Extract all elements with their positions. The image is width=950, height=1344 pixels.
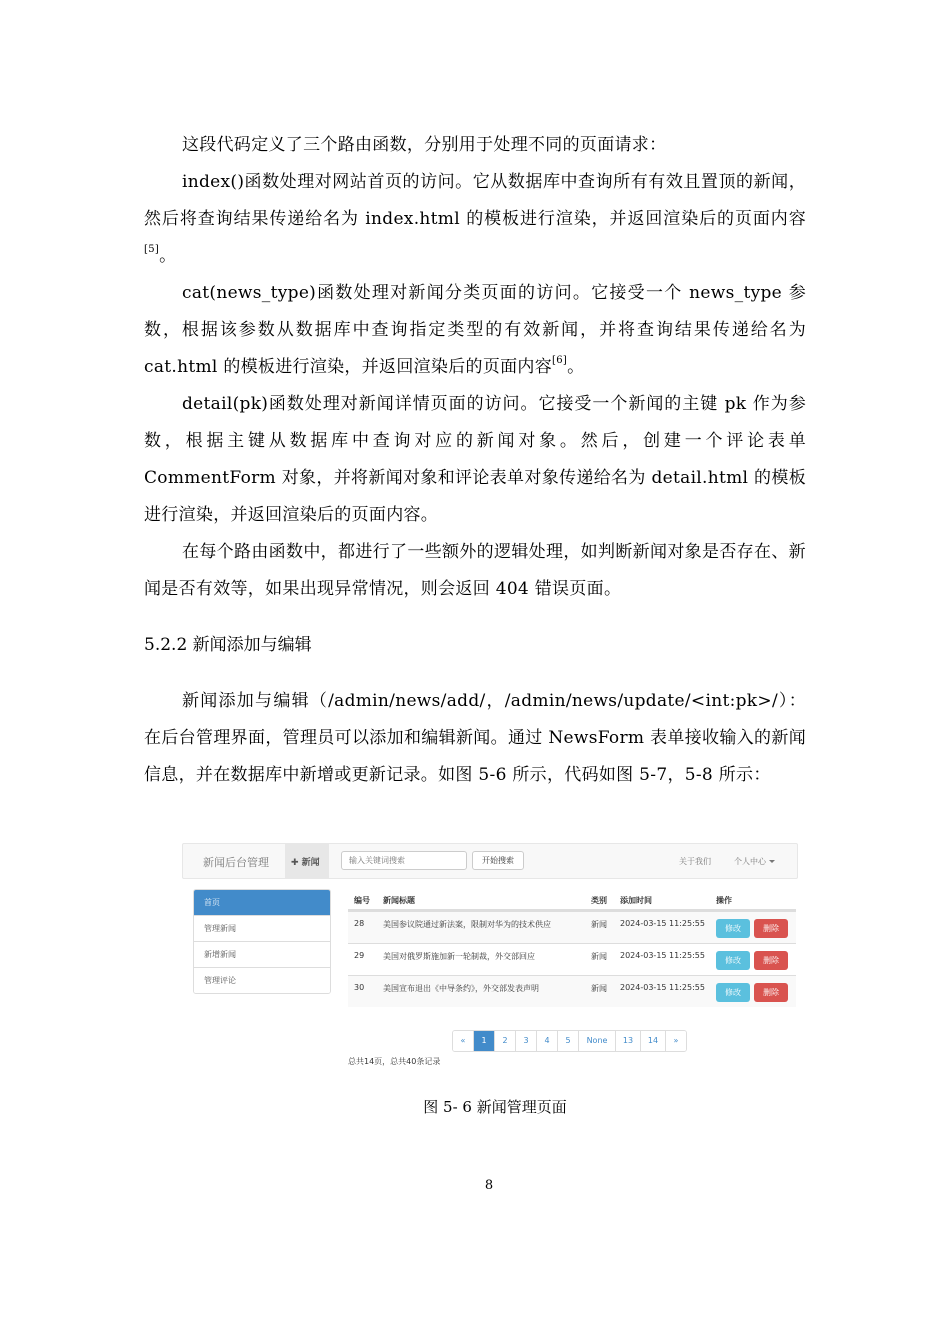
cell-type: 新闻 — [591, 952, 607, 961]
paragraph-text: index()函数处理对网站首页的访问。它从数据库中查询所有有效且置顶的新闻，然后将查询结果传递给名为 index.html 的模板进行渲染，并返回渲染后的页面内容 — [144, 172, 806, 229]
cell-id: 30 — [354, 983, 365, 992]
table-header — [348, 889, 796, 911]
add-news-link[interactable]: ✚ 新闻 — [291, 858, 320, 868]
period: 。 — [159, 246, 177, 266]
cell-type: 新闻 — [591, 920, 607, 929]
page-link-5[interactable]: 5 — [557, 1031, 578, 1051]
table-row — [348, 975, 796, 1007]
paragraph-text: cat(news_type)函数处理对新闻分类页面的访问。它接受一个 news_type 参数，根据该参数从数据库中查询指定类型的有效新闻，并将查询结果传递给名为 cat.html 的模板进行渲染，并返回渲染后的页面内容 — [144, 283, 806, 377]
search-button[interactable]: 开始搜索 — [472, 851, 524, 870]
paragraph: 在每个路由函数中，都进行了一些额外的逻辑处理，如判断新闻对象是否存在、新闻是否有效等，如果出现异常情况，则会返回 404 错误页面。 — [144, 542, 806, 599]
cell-time: 2024-03-15 11:25:55 — [620, 951, 705, 960]
paragraph: 这段代码定义了三个路由函数，分别用于处理不同的页面请求： — [182, 135, 667, 155]
figure-caption: 图 5- 6 新闻管理页面 — [423, 1098, 567, 1116]
admin-navbar — [182, 843, 798, 879]
delete-button[interactable]: 删除 — [754, 919, 788, 938]
user-menu[interactable] — [734, 856, 775, 867]
header-time: 添加时间 — [620, 896, 652, 905]
cell-title: 美国对俄罗斯施加新一轮制裁，外交部回应 — [383, 952, 535, 961]
paragraph: detail(pk)函数处理对新闻详情页面的访问。它接受一个新闻的主键 pk 作为参数，根据主键从数据库中查询对应的新闻对象。然后，创建一个评论表单 CommentForm 对象，并将新闻对象和评论表单对象传递给名为 detail.html 的模板进行渲染，并返回渲染后的页面内容。 — [144, 394, 806, 525]
paragraph: 新闻添加与编辑（/admin/news/add/，/admin/news/update/<int:pk>/）：在后台管理界面，管理员可以添加和编辑新闻。通过 NewsForm 表单接收输入的新闻信息，并在数据库中新增或更新记录。如图 5-6 所示，代码如图 5-7，5-8 所示： — [144, 691, 806, 785]
cell-title: 美国宣布退出《中导条约》，外交部发表声明 — [383, 984, 539, 993]
sidebar — [193, 889, 331, 994]
page-prev[interactable]: « — [453, 1031, 473, 1051]
cell-id: 28 — [354, 919, 365, 928]
cell-time: 2024-03-15 11:25:55 — [620, 983, 705, 992]
citation: [5] — [144, 244, 160, 256]
header-type: 类别 — [591, 896, 607, 905]
user-menu-label: 个人中心 — [734, 857, 766, 866]
table-row — [348, 911, 796, 943]
citation: [6] — [552, 355, 568, 367]
cell-time: 2024-03-15 11:25:55 — [620, 919, 705, 928]
edit-button[interactable]: 修改 — [716, 951, 750, 970]
brand-title[interactable]: 新闻后台管理 — [203, 856, 269, 869]
page-number: 8 — [484, 1178, 494, 1193]
page-next[interactable]: » — [665, 1031, 686, 1051]
header-id: 编号 — [354, 896, 370, 905]
cell-title: 美国参议院通过新法案，限制对华为的技术供应 — [383, 920, 551, 929]
period: 。 — [567, 357, 585, 377]
page-link-3[interactable]: 3 — [515, 1031, 536, 1051]
pagination — [452, 1030, 687, 1052]
paragraph — [144, 164, 806, 275]
search-input[interactable] — [341, 851, 467, 870]
sidebar-item-home[interactable]: 首页 — [194, 890, 330, 915]
caret-down-icon — [769, 860, 775, 863]
news-table — [348, 889, 796, 1007]
paragraph — [144, 275, 806, 386]
body-section-2 — [144, 683, 806, 794]
page-link-1[interactable]: 1 — [473, 1031, 494, 1051]
page-link-none[interactable]: None — [578, 1031, 615, 1051]
header-title: 新闻标题 — [383, 896, 415, 905]
page-link-13[interactable]: 13 — [615, 1031, 640, 1051]
sidebar-item-add-news[interactable]: 新增新闻 — [194, 941, 330, 967]
body-section-1 — [144, 127, 806, 608]
sidebar-item-manage-comments[interactable]: 管理评论 — [194, 967, 330, 993]
figure-screenshot — [182, 843, 812, 1073]
edit-button[interactable]: 修改 — [716, 919, 750, 938]
page-link-2[interactable]: 2 — [494, 1031, 515, 1051]
delete-button[interactable]: 删除 — [754, 983, 788, 1002]
table-row — [348, 943, 796, 975]
cell-id: 29 — [354, 951, 365, 960]
page-link-14[interactable]: 14 — [640, 1031, 665, 1051]
cell-type: 新闻 — [591, 984, 607, 993]
section-heading: 5.2.2 新闻添加与编辑 — [144, 635, 312, 655]
about-link[interactable]: 关于我们 — [679, 857, 711, 866]
sidebar-item-manage-news[interactable]: 管理新闻 — [194, 915, 330, 941]
pagination-summary: 总共14页，总共40条记录 — [348, 1057, 441, 1066]
delete-button[interactable]: 删除 — [754, 951, 788, 970]
edit-button[interactable]: 修改 — [716, 983, 750, 1002]
page-link-4[interactable]: 4 — [536, 1031, 557, 1051]
header-actions: 操作 — [716, 896, 732, 905]
